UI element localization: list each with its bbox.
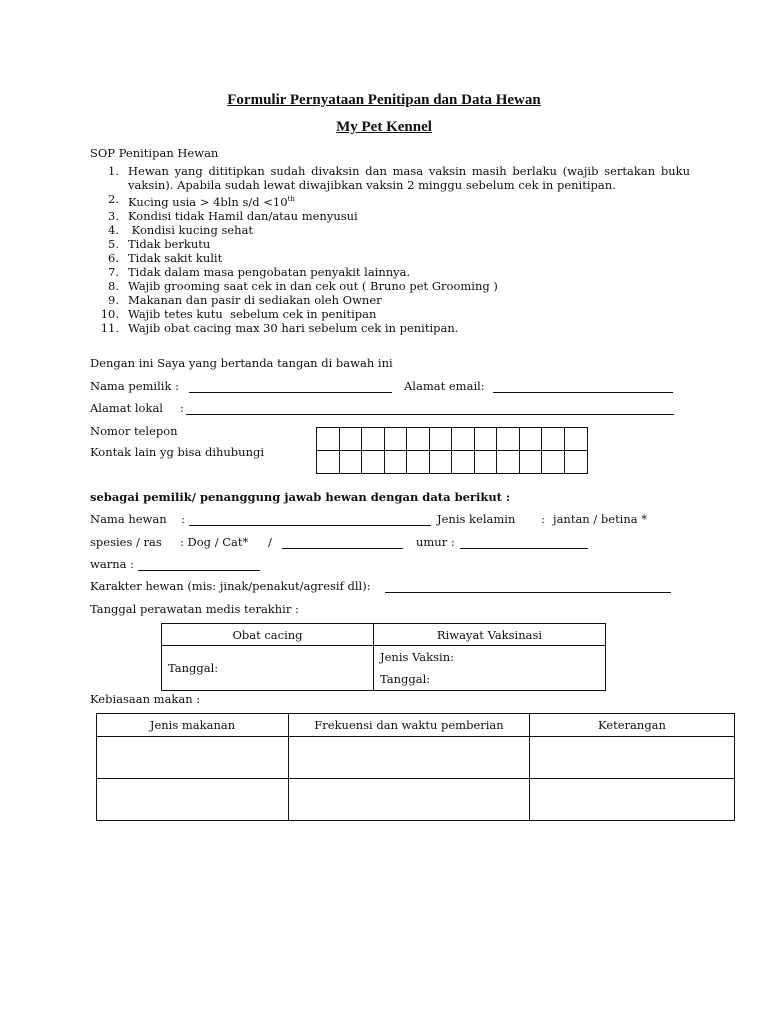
owner-name-field[interactable] <box>189 392 392 393</box>
owner-name-label: Nama pemilik : <box>90 379 179 393</box>
color-field[interactable] <box>138 570 260 571</box>
list-item: 7. Tidak dalam masa pengobatan penyakit lainnya. <box>108 264 411 279</box>
diet-header-frequency: Frekuensi dan waktu pemberian <box>289 714 530 737</box>
medical-label: Tanggal perawatan medis terakhir : <box>90 602 299 616</box>
species-label: spesies / ras <box>90 535 162 549</box>
list-item: 9. Makanan dan pasir di sediakan oleh Owner <box>108 292 382 307</box>
species-options[interactable]: : Dog / Cat* <box>180 535 249 549</box>
vaccine-date-label: Tanggal: <box>380 672 431 686</box>
animal-name-label: Nama hewan <box>90 512 167 526</box>
page-subtitle: My Pet Kennel <box>336 119 432 135</box>
animal-name-colon: : <box>181 512 185 526</box>
color-label: warna : <box>90 557 134 571</box>
deworm-date-label: Tanggal: <box>168 661 219 675</box>
owner-email-label: Alamat email: <box>404 379 485 393</box>
breed-field[interactable] <box>282 548 403 549</box>
medical-header-deworm: Obat cacing <box>162 624 374 646</box>
diet-cell[interactable] <box>530 779 735 821</box>
diet-cell[interactable] <box>530 737 735 779</box>
owner-email-field[interactable] <box>493 392 673 393</box>
diet-cell[interactable] <box>97 779 289 821</box>
phone-input-boxes[interactable] <box>316 427 588 451</box>
list-item: 10. Wajib tetes kutu sebelum cek in penitipan <box>100 306 377 321</box>
character-field[interactable] <box>385 592 671 593</box>
vaccine-cell[interactable] <box>374 646 606 691</box>
list-item: 2. Kucing usia > 4bln s/d <10th <box>108 192 295 209</box>
diet-cell[interactable] <box>289 779 530 821</box>
list-item: 6. Tidak sakit kulit <box>108 250 223 265</box>
character-label: Karakter hewan (mis: jinak/penakut/agresif dll): <box>90 579 371 593</box>
animal-section-heading: sebagai pemilik/ penanggung jawab hewan dengan data berikut : <box>90 490 511 504</box>
sex-options[interactable]: jantan / betina * <box>553 512 648 526</box>
sex-colon: : <box>541 512 545 526</box>
medical-header-vaccine: Riwayat Vaksinasi <box>374 624 606 646</box>
page-title: Formulir Pernyataan Penitipan dan Data Hewan <box>227 92 541 108</box>
owner-address-colon: : <box>180 401 184 415</box>
list-item: 1. Hewan yang dititipkan sudah divaksin dan masa vaksin masih berlaku (wajib sertakan buku vaksin). Apabila sudah lewat diwajibkan vaksin 2 minggu sebelum cek in penitipan. <box>108 164 690 192</box>
diet-cell[interactable] <box>289 737 530 779</box>
vaccine-type-label: Jenis Vaksin: <box>380 650 454 664</box>
table-row <box>97 737 735 779</box>
phone-label: Nomor telepon <box>90 424 178 438</box>
list-item: 3. Kondisi tidak Hamil dan/atau menyusui <box>108 208 358 223</box>
age-field[interactable] <box>460 548 588 549</box>
age-label: umur : <box>416 535 455 549</box>
list-item: 4. Kondisi kucing sehat <box>108 222 254 237</box>
diet-header-notes: Keterangan <box>530 714 735 737</box>
sop-list <box>90 164 690 335</box>
other-contact-label: Kontak lain yg bisa dihubungi <box>90 445 265 459</box>
declaration-text: Dengan ini Saya yang bertanda tangan di bawah ini <box>90 356 393 370</box>
owner-address-label: Alamat lokal <box>90 401 163 415</box>
list-item: 8. Wajib grooming saat cek in dan cek out ( Bruno pet Grooming ) <box>108 278 498 293</box>
sop-heading: SOP Penitipan Hewan <box>90 146 219 160</box>
list-item: 5. Tidak berkutu <box>108 236 211 251</box>
deworm-date-cell[interactable] <box>162 646 374 691</box>
sex-label: Jenis kelamin <box>437 512 516 526</box>
owner-address-field[interactable] <box>186 414 674 415</box>
other-contact-input-boxes[interactable] <box>316 450 588 474</box>
diet-header-food: Jenis makanan <box>97 714 289 737</box>
diet-table <box>96 713 735 821</box>
species-separator: / <box>268 535 272 549</box>
medical-table <box>161 623 606 691</box>
list-item: 11. Wajib obat cacing max 30 hari sebelum cek in penitipan. <box>100 320 459 335</box>
diet-cell[interactable] <box>97 737 289 779</box>
diet-label: Kebiasaan makan : <box>90 692 201 706</box>
table-row <box>97 779 735 821</box>
animal-name-field[interactable] <box>189 525 431 526</box>
